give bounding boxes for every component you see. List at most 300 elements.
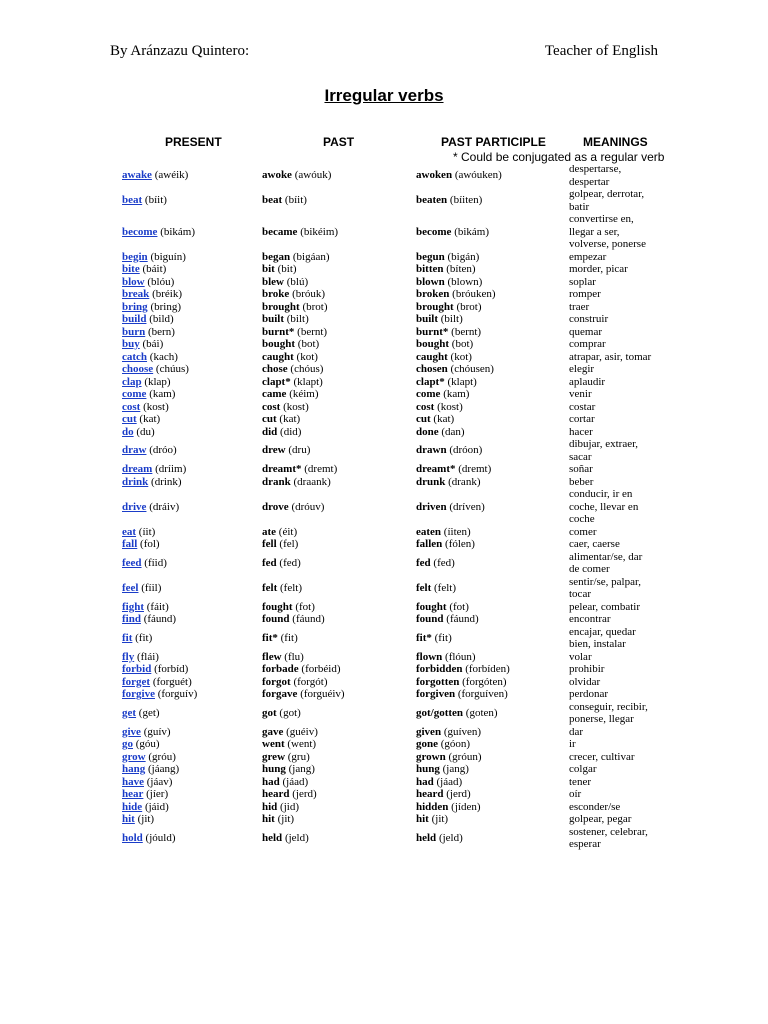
past-pronunciation: (brot)	[302, 300, 328, 313]
past-form: fit*	[262, 631, 278, 644]
column-header-present: PRESENT	[165, 135, 222, 149]
past-pronunciation: (jerd)	[292, 788, 317, 800]
participle-cell	[416, 763, 469, 776]
verb-link[interactable]: grow	[122, 750, 146, 763]
meaning-line: oír	[569, 788, 582, 800]
meaning-line: quemar	[569, 325, 602, 338]
verb-link[interactable]: hang	[122, 763, 146, 775]
participle-cell	[416, 276, 482, 289]
meaning-line: atrapar, asir, tomar	[569, 350, 652, 363]
past-cell	[262, 501, 324, 514]
past-form: hung	[262, 763, 286, 775]
past-pronunciation: (jang)	[288, 763, 315, 775]
past-pronunciation: (guéiv)	[286, 725, 318, 738]
participle-pronunciation: (drank)	[448, 475, 481, 488]
participle-form: heard	[416, 788, 444, 800]
verb-link[interactable]: feed	[122, 556, 142, 569]
author-header: By Aránzazu Quintero:	[110, 43, 250, 59]
present-pronunciation: (góu)	[135, 738, 160, 750]
table-row	[0, 626, 768, 651]
present-cell	[122, 676, 192, 689]
verb-link[interactable]: come	[122, 388, 147, 400]
table-row	[0, 676, 768, 689]
present-cell	[122, 632, 152, 645]
past-form: began	[262, 250, 291, 263]
meaning-cell	[569, 551, 669, 576]
participle-cell	[416, 338, 473, 351]
past-pronunciation: (draank)	[293, 475, 331, 488]
meaning-line: llegar a ser,	[569, 225, 620, 238]
verb-link[interactable]: bring	[122, 300, 148, 313]
meaning-cell	[569, 651, 669, 664]
participle-cell	[416, 613, 479, 626]
past-cell	[262, 651, 304, 664]
participle-form: blown	[416, 275, 445, 288]
participle-pronunciation: (klapt)	[447, 375, 477, 388]
table-row	[0, 663, 768, 676]
present-cell	[122, 263, 166, 276]
verb-link[interactable]: eat	[122, 525, 137, 538]
past-form: beat	[262, 194, 283, 207]
meaning-line: pelear, combatir	[569, 600, 641, 613]
present-pronunciation: (bréik)	[152, 288, 182, 300]
present-pronunciation: (bíit)	[144, 194, 167, 207]
verb-link[interactable]: hide	[122, 800, 143, 813]
participle-form: bought	[416, 338, 450, 350]
participle-pronunciation: (felt)	[434, 581, 456, 594]
participle-pronunciation: (blown)	[447, 275, 483, 288]
past-form: drew	[262, 444, 286, 457]
verb-link[interactable]: hit	[122, 813, 135, 825]
verb-link[interactable]: fit	[122, 631, 133, 644]
past-form: blew	[262, 275, 284, 288]
past-cell	[262, 601, 315, 614]
participle-form: hung	[416, 763, 440, 775]
present-pronunciation: (kost)	[143, 400, 169, 413]
participle-cell	[416, 463, 491, 476]
participle-pronunciation: (dremt)	[458, 463, 492, 475]
meaning-cell	[569, 426, 669, 439]
meaning-cell	[569, 526, 669, 539]
past-pronunciation: (fot)	[295, 600, 315, 613]
participle-cell	[416, 376, 477, 389]
past-cell	[262, 526, 297, 539]
present-pronunciation: (jóuld)	[145, 831, 176, 844]
meaning-line: encontrar	[569, 613, 611, 625]
meaning-line: venir	[569, 388, 592, 400]
verb-link[interactable]: drive	[122, 500, 147, 513]
table-row	[0, 551, 768, 576]
meaning-line: colgar	[569, 763, 597, 775]
present-cell	[122, 326, 175, 339]
past-form: grew	[262, 750, 286, 763]
past-pronunciation: (bróuk)	[292, 288, 326, 300]
table-row	[0, 276, 768, 289]
participle-cell	[416, 832, 463, 845]
meaning-line: perdonar	[569, 688, 609, 700]
present-cell	[122, 288, 182, 301]
participle-pronunciation: (awóuken)	[454, 169, 502, 182]
participle-pronunciation: (brot)	[456, 300, 482, 313]
meaning-line: despertarse,	[569, 163, 622, 175]
verb-link[interactable]: forbid	[122, 663, 152, 675]
participle-cell	[416, 726, 481, 739]
participle-cell	[416, 313, 463, 326]
participle-pronunciation: (forbíden)	[465, 663, 510, 675]
past-form: cost	[262, 400, 281, 413]
past-cell	[262, 426, 301, 439]
participle-form: bitten	[416, 263, 444, 275]
past-form: became	[262, 225, 298, 238]
verb-link[interactable]: hold	[122, 831, 143, 844]
regular-verb-note: * Could be conjugated as a regular verb	[453, 150, 665, 164]
participle-pronunciation: (chóusen)	[450, 363, 494, 375]
verb-link[interactable]: bite	[122, 263, 140, 275]
meaning-line: encajar, quedar	[569, 625, 636, 638]
participle-cell	[416, 738, 470, 751]
table-row	[0, 251, 768, 264]
participle-pronunciation: (bernt)	[451, 325, 482, 338]
past-form: built	[262, 313, 285, 325]
verb-link[interactable]: catch	[122, 350, 148, 363]
past-cell	[262, 276, 308, 289]
participle-form: forgotten	[416, 675, 460, 688]
participle-form: caught	[416, 350, 448, 363]
present-pronunciation: (du)	[136, 425, 155, 438]
present-pronunciation: (get)	[138, 706, 160, 719]
meaning-line: cortar	[569, 413, 595, 425]
meaning-line: alimentar/se, dar	[569, 550, 643, 563]
present-cell	[122, 707, 160, 720]
table-row	[0, 301, 768, 314]
table-row	[0, 526, 768, 539]
past-form: forgave	[262, 688, 298, 700]
participle-cell	[416, 751, 482, 764]
meaning-cell	[569, 363, 669, 376]
participle-form: fit*	[416, 631, 432, 644]
present-cell	[122, 776, 172, 789]
meaning-cell	[569, 626, 669, 651]
table-row	[0, 313, 768, 326]
verb-link[interactable]: have	[122, 775, 144, 788]
table-row	[0, 788, 768, 801]
present-cell	[122, 613, 176, 626]
past-pronunciation: (got)	[279, 706, 301, 719]
past-form: bit	[262, 263, 275, 275]
verb-link[interactable]: burn	[122, 325, 146, 338]
past-pronunciation: (bilt)	[286, 313, 309, 325]
past-cell	[262, 463, 337, 476]
meaning-cell	[569, 576, 669, 601]
column-header-past-participle: PAST PARTICIPLE	[441, 135, 546, 149]
past-cell	[262, 557, 301, 570]
verb-link[interactable]: do	[122, 425, 134, 438]
meaning-cell	[569, 276, 669, 289]
present-cell	[122, 601, 169, 614]
verb-link[interactable]: break	[122, 288, 150, 300]
verb-link[interactable]: fly	[122, 650, 135, 663]
past-pronunciation: (forbéid)	[301, 663, 341, 675]
past-pronunciation: (bot)	[297, 338, 320, 350]
present-cell	[122, 351, 178, 364]
participle-form: gone	[416, 738, 438, 750]
verb-link[interactable]: get	[122, 706, 137, 719]
table-row	[0, 438, 768, 463]
meaning-cell	[569, 763, 669, 776]
present-pronunciation: (flái)	[136, 650, 159, 663]
table-row	[0, 376, 768, 389]
participle-form: got/gotten	[416, 706, 464, 719]
table-row	[0, 576, 768, 601]
past-cell	[262, 301, 328, 314]
present-pronunciation: (fíil)	[141, 581, 162, 594]
table-row	[0, 401, 768, 414]
present-cell	[122, 526, 155, 539]
participle-cell	[416, 813, 448, 826]
participle-pronunciation: (fot)	[449, 600, 469, 613]
past-pronunciation: (fit)	[280, 631, 298, 644]
past-pronunciation: (bernt)	[297, 325, 328, 338]
verb-link[interactable]: choose	[122, 363, 154, 375]
verb-link[interactable]: find	[122, 613, 141, 625]
participle-pronunciation: (flóun)	[445, 650, 476, 663]
verb-link[interactable]: hear	[122, 788, 144, 800]
present-cell	[122, 582, 161, 595]
participle-form: hit	[416, 813, 429, 825]
participle-pronunciation: (bíten)	[446, 263, 476, 275]
table-row	[0, 413, 768, 426]
participle-pronunciation: (fed)	[433, 556, 455, 569]
meaning-cell	[569, 438, 669, 463]
past-cell	[262, 632, 298, 645]
verb-link[interactable]: awake	[122, 169, 152, 182]
meaning-line: soplar	[569, 275, 596, 288]
past-pronunciation: (gru)	[287, 750, 310, 763]
participle-form: fallen	[416, 538, 443, 550]
meaning-cell	[569, 263, 669, 276]
present-pronunciation: (íit)	[138, 525, 156, 538]
table-row	[0, 776, 768, 789]
verb-table	[0, 163, 768, 851]
page-title: Irregular verbs	[324, 86, 444, 105]
meaning-line: elegir	[569, 363, 595, 375]
past-form: forbade	[262, 663, 299, 675]
present-pronunciation: (bikám)	[160, 225, 196, 238]
verb-link[interactable]: build	[122, 313, 147, 325]
verb-link[interactable]: dream	[122, 463, 153, 475]
participle-form: clapt*	[416, 375, 445, 388]
table-row	[0, 463, 768, 476]
participle-cell	[416, 582, 456, 595]
participle-form: held	[416, 831, 437, 844]
meaning-cell	[569, 738, 669, 751]
past-pronunciation: (forguéiv)	[300, 688, 345, 700]
past-cell	[262, 363, 323, 376]
participle-form: found	[416, 613, 444, 625]
meaning-line: ponerse, llegar	[569, 713, 634, 725]
past-form: dreamt*	[262, 463, 302, 475]
table-row	[0, 188, 768, 213]
verb-link[interactable]: cut	[122, 413, 137, 425]
past-cell	[262, 169, 331, 182]
participle-pronunciation: (fólen)	[445, 538, 475, 550]
verb-link[interactable]: forgive	[122, 688, 155, 700]
past-cell	[262, 313, 309, 326]
participle-cell	[416, 663, 510, 676]
verb-link[interactable]: draw	[122, 444, 147, 457]
verb-link[interactable]: beat	[122, 194, 143, 207]
present-cell	[122, 651, 159, 664]
present-pronunciation: (guív)	[143, 725, 171, 738]
participle-form: beaten	[416, 194, 448, 207]
verb-link[interactable]: buy	[122, 338, 140, 350]
past-pronunciation: (dru)	[288, 444, 311, 457]
meaning-cell	[569, 488, 669, 526]
present-cell	[122, 738, 160, 751]
verb-link[interactable]: drink	[122, 475, 149, 488]
present-pronunciation: (bái)	[142, 338, 164, 350]
participle-cell	[416, 388, 469, 401]
participle-cell	[416, 426, 465, 439]
meaning-cell	[569, 826, 669, 851]
meaning-line: ir	[569, 738, 576, 750]
verb-link[interactable]: clap	[122, 375, 142, 388]
table-row	[0, 701, 768, 726]
meaning-cell	[569, 801, 669, 814]
table-row	[0, 738, 768, 751]
past-cell	[262, 832, 309, 845]
meaning-cell	[569, 613, 669, 626]
participle-cell	[416, 632, 452, 645]
meaning-line: olvidar	[569, 675, 601, 688]
past-cell	[262, 738, 316, 751]
participle-cell	[416, 601, 469, 614]
past-cell	[262, 788, 317, 801]
verb-link[interactable]: become	[122, 225, 158, 238]
present-cell	[122, 788, 168, 801]
past-pronunciation: (bigáan)	[292, 250, 330, 263]
past-form: fell	[262, 538, 277, 550]
past-form: burnt*	[262, 325, 295, 338]
present-cell	[122, 501, 179, 514]
past-cell	[262, 688, 345, 701]
past-cell	[262, 726, 318, 739]
participle-form: felt	[416, 581, 432, 594]
verb-link[interactable]: feel	[122, 581, 139, 594]
meaning-line: comprar	[569, 338, 606, 350]
participle-pronunciation: (bigán)	[447, 250, 480, 263]
meaning-line: tocar	[569, 588, 591, 600]
meaning-line: caer, caerse	[569, 538, 620, 550]
past-pronunciation: (bit)	[277, 263, 297, 275]
present-cell	[122, 813, 154, 826]
verb-link[interactable]: go	[122, 738, 133, 750]
table-row	[0, 726, 768, 739]
present-pronunciation: (dráiv)	[149, 500, 180, 513]
participle-pronunciation: (íiten)	[443, 525, 471, 538]
past-cell	[262, 401, 309, 414]
past-pronunciation: (jeld)	[284, 831, 309, 844]
verb-link[interactable]: give	[122, 725, 141, 738]
meaning-cell	[569, 213, 669, 251]
meaning-line: golpear, derrotar,	[569, 188, 645, 200]
verb-link[interactable]: blow	[122, 275, 145, 288]
participle-cell	[416, 651, 476, 664]
present-pronunciation: (dróo)	[149, 444, 177, 457]
participle-pronunciation: (jáad)	[436, 775, 463, 788]
participle-pronunciation: (fáund)	[446, 613, 479, 625]
past-cell	[262, 263, 297, 276]
meaning-line: despertar	[569, 175, 610, 188]
past-form: fed	[262, 556, 277, 569]
table-row	[0, 688, 768, 701]
past-form: went	[262, 738, 285, 750]
present-pronunciation: (dríim)	[155, 463, 187, 475]
participle-cell	[416, 351, 472, 364]
past-form: cut	[262, 413, 277, 425]
meaning-cell	[569, 288, 669, 301]
present-cell	[122, 413, 160, 426]
verb-link[interactable]: forget	[122, 675, 151, 688]
verb-link[interactable]: fall	[122, 538, 138, 550]
past-pronunciation: (forgót)	[293, 675, 328, 688]
past-pronunciation: (felt)	[280, 581, 302, 594]
past-cell	[262, 613, 325, 626]
meaning-cell	[569, 813, 669, 826]
meaning-cell	[569, 251, 669, 264]
role-header: Teacher of English	[544, 43, 658, 59]
table-row	[0, 651, 768, 664]
past-pronunciation: (awóuk)	[294, 169, 332, 182]
present-cell	[122, 763, 179, 776]
verb-link[interactable]: begin	[122, 250, 148, 263]
past-form: ate	[262, 525, 277, 538]
present-pronunciation: (forbíd)	[154, 663, 189, 675]
participle-pronunciation: (forguíven)	[457, 688, 508, 700]
table-row	[0, 388, 768, 401]
meaning-cell	[569, 688, 669, 701]
past-pronunciation: (kost)	[283, 400, 309, 413]
present-cell	[122, 688, 197, 701]
participle-pronunciation: (dríven)	[449, 500, 485, 513]
meaning-line: esperar	[569, 838, 601, 850]
verb-link[interactable]: cost	[122, 400, 141, 413]
present-pronunciation: (chúus)	[155, 363, 189, 375]
past-cell	[262, 226, 338, 239]
present-pronunciation: (blóu)	[147, 275, 175, 288]
verb-link[interactable]: fight	[122, 600, 144, 613]
participle-form: burnt*	[416, 325, 449, 338]
participle-cell	[416, 476, 480, 489]
present-cell	[122, 476, 182, 489]
participle-form: become	[416, 225, 452, 238]
participle-pronunciation: (kat)	[433, 413, 455, 425]
participle-pronunciation: (bot)	[451, 338, 474, 350]
participle-pronunciation: (bróuken)	[452, 288, 496, 300]
table-row	[0, 288, 768, 301]
participle-pronunciation: (jerd)	[446, 788, 471, 800]
past-form: broke	[262, 288, 290, 300]
past-pronunciation: (chóus)	[290, 363, 324, 375]
participle-pronunciation: (fit)	[434, 631, 452, 644]
participle-cell	[416, 788, 471, 801]
meaning-cell	[569, 388, 669, 401]
participle-pronunciation: (forgóten)	[462, 675, 507, 688]
participle-form: cut	[416, 413, 431, 425]
present-cell	[122, 313, 174, 326]
participle-pronunciation: (goten)	[465, 706, 498, 719]
meaning-line: soñar	[569, 463, 593, 475]
